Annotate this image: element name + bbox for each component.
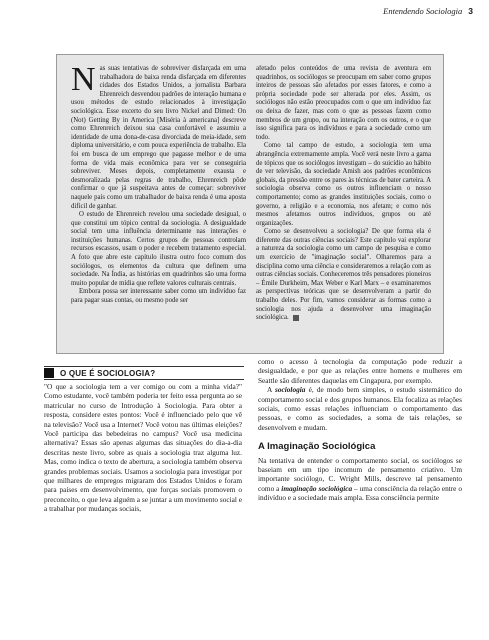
body-paragraph: Na tentativa de entender o comportamento social, os sociólogos se baseiam em um tipo incomum de pensamento criativo. Um importante sociólogo, C. Wright Mills, descreve tal pensamento como a imaginação sociológica – uma consciência da relação entre o indivíduo e a sociedade mais ampla. Essa consciência permite [258, 455, 462, 503]
intro-box [56, 54, 444, 354]
intro-paragraph: Embora possa ser interessante saber como um indivíduo faz para pagar suas contas, ou mesmo pode ser [71, 288, 246, 305]
intro-paragraph: afetado pelos conteúdos de uma revista de aventura em quadrinhos, os sociólogos se preocupam em saber como grupos inteiros de pessoas são afetados por esses fatores, e como a própria sociedade pode ser alterada por eles. Assim, os sociólogos não estão preocupados com o que um indivíduo faz ou deixa de fazer, mas com o que as pessoas fazem como membros de um grupo, ou na interação com os outros, e o que isso significa para os indivíduos e para a sociedade como um todo. [256, 65, 431, 141]
drop-cap: N [71, 65, 96, 98]
intro-paragraph: Nas suas tentativas de sobreviver disfarçada em uma trabalhadora de baixa renda disfarçada em diferentes cidades dos Estados Unidos, a jornalista Barbara Ehrenreich desvendou padrões de interação humana e usou métodos de estudo relacionados à investigação sociológica. Esse excerto do seu livro Nickel and Dimed: On (Not) Getting By in America [Miséria à americana] descreve como Ehrenreich deixou sua casa confortável e assumiu a identidade de uma dona-de-casa divorciada de meia-idade, sem diploma universitário, e com pouca experiência de trabalho. Ela foi em busca de um emprego que pagasse melhor e de uma forma de vida mais econômica para ver se conseguiria sobreviver. Meses depois, completamente exausta e desmoralizada pelas regras de trabalho, Ehrenreich pôde confirmar o que já suspeitava antes de começar: sobreviver naquele país como um trabalhador de baixa renda é uma aposta difícil de ganhar. [71, 65, 246, 210]
square-bullet-icon [44, 368, 54, 378]
end-mark-icon [293, 315, 299, 321]
body-column-left [44, 382, 242, 514]
body-column-right [258, 357, 462, 503]
running-header [383, 6, 473, 16]
key-term: imaginação sociológica [281, 483, 353, 493]
body-paragraph: como o acesso à tecnologia da computação pode reduzir a desigualdade, e por que as relações entre homens e mulheres em Seattle são diferentes daquelas em Cingapura, por exemplo. [258, 357, 462, 385]
intro-box-column-1 [71, 65, 246, 345]
body-paragraph: "O que a sociologia tem a ver comigo ou com a minha vida?" Como estudante, você também poderia ter feito essa pergunta ao se matricular no curso de Introdução à Sociologia. Para obter a resposta, considere estes pontos: Você é influenciado pelo que vê na televisão? Você usa a Internet? Você votou nas últimas eleições? Você participa das bebedeiras no campus? Você usa medicina alternativa? Essas são apenas algumas das situações do dia-a-dia descritas neste livro, sobre as quais a sociologia traz alguma luz. Mas, como indica o texto de abertura, a sociologia também observa grandes problemas sociais. Usamos a sociologia para investigar por que milhares de empregos migraram dos Estados Unidos e foram para países em desenvolvimento, que forças sociais promovem o preconceito, o que leva alguém a se juntar a um movimento social e a trabalhar por mudanças sociais, [44, 382, 242, 514]
section-title: O QUE É SOCIOLOGIA? [60, 368, 156, 378]
page-number: 3 [468, 6, 473, 16]
intro-paragraph: Como se desenvolveu a sociologia? De que forma ela é diferente das outras ciências sociais? Este capítulo vai explorar a natureza da sociologia como um campo de pesquisa e como um exercício de "imaginação social". Olharemos para a disciplina como uma ciência e consideraremos a relação com as outras ciências sociais. Conheceremos três pensadores pioneiros – Émile Durkheim, Max Weber e Karl Marx – e examinaremos as perspectivas teóricas que se desenvolveram a partir do trabalho deles. Por fim, vamos considerar as formas como a sociologia nos ajuda a desenvolver uma imaginação sociológica. [256, 228, 431, 322]
intro-paragraph: Como tal campo de estudo, a sociologia tem uma abrangência extremamente ampla. Você verá neste livro a gama de tópicos que os sociólogos investigam – do suicídio ao hábito de ver televisão, da sociedade Amish aos padrões econômicos globais, da pressão entre os pares às técnicas de bater carteira. A sociologia observa como os outros influenciam o nosso comportamento; como as grandes instituições sociais, como o governo, a religião e a economia, nos afetam; e como nós mesmos afetamos outros indivíduos, grupos ou até organizações. [256, 142, 431, 227]
section-heading [44, 366, 244, 380]
running-title: Entendendo Sociologia [383, 6, 463, 16]
key-term: sociologia [275, 385, 306, 395]
intro-paragraph: O estudo de Ehrenreich revelou uma sociedade desigual, o que constitui um tópico central da sociologia. A desigualdade social tem uma influência determinante nas interações e instituições humanas. Certos grupos de pessoas controlam recursos escassos, usam o poder e recebem tratamento especial. A foto que abre este capítulo ilustra outro foco comum dos sociólogos, os elementos da cultura que definem uma sociedade. Na Índia, as histórias em quadrinhos são uma forma muito popular de mídia que reflete valores culturais centrais. [71, 211, 246, 287]
body-paragraph: A sociologia é, de modo bem simples, o estudo sistemático do comportamento social e dos grupos humanos. Ela focaliza as relações sociais, como essas relações influenciam o comportamento das pessoas, e como as sociedades, a soma de tais relações, se desenvolvem e mudam. [258, 385, 462, 432]
subsection-heading: A Imaginação Sociológica [258, 441, 376, 453]
intro-box-column-2 [256, 65, 431, 345]
